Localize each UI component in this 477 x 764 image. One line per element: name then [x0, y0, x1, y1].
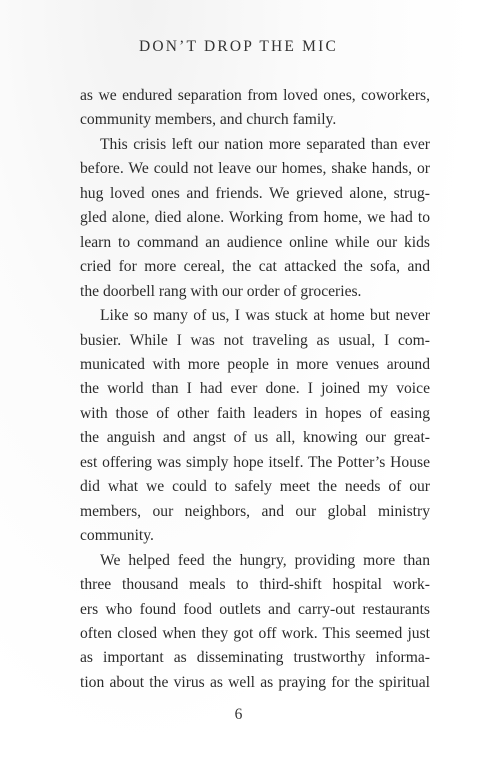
- text-line: community members, and church family.: [80, 111, 337, 129]
- paragraph: [80, 304, 430, 549]
- text-line: ers who found food outlets and carry-out restaurants: [80, 600, 430, 618]
- text-line: est offering was simply hope itself. The Potter’s House: [80, 453, 430, 471]
- paragraph: [80, 84, 430, 133]
- text-line: hug loved ones and friends. We grieved alone, strug-: [80, 184, 430, 202]
- text-line: learn to command an audience online while our kids: [80, 233, 430, 251]
- text-line: This crisis left our nation more separated than ever: [100, 135, 430, 153]
- text-line: cried for more cereal, the cat attacked the sofa, and: [80, 258, 430, 276]
- text-line: Like so many of us, I was stuck at home but never: [100, 307, 430, 325]
- page-number: 6: [234, 706, 243, 723]
- text-line: three thousand meals to third-shift hospital work-: [80, 576, 430, 594]
- text-line: municated with more people in more venues around: [80, 355, 430, 373]
- body-text: [80, 84, 430, 695]
- text-line: tion about the virus as well as praying for the spiritual: [80, 673, 430, 691]
- text-line: community.: [80, 527, 154, 545]
- text-line: with those of other faith leaders in hopes of easing: [80, 404, 430, 422]
- text-line: as we endured separation from loved ones, coworkers,: [80, 87, 430, 104]
- text-line: before. We could not leave our homes, shake hands, or: [80, 160, 430, 178]
- text-line: busier. While I was not traveling as usual, I com-: [80, 331, 430, 349]
- text-line: gled alone, died alone. Working from home, we had to: [80, 209, 430, 227]
- paragraph: [80, 549, 430, 696]
- running-head: DON’T DROP THE MIC: [138, 38, 339, 55]
- text-line: the world than I had ever done. I joined my voice: [80, 380, 430, 398]
- text-line: the anguish and angst of us all, knowing our great-: [80, 429, 430, 447]
- text-line: as important as disseminating trustworthy informa-: [80, 649, 430, 667]
- text-line: did what we could to safely meet the needs of our: [80, 478, 430, 496]
- paragraph: [80, 133, 430, 304]
- text-line: the doorbell rang with our order of groceries.: [80, 282, 362, 300]
- text-line: often closed when they got off work. This seemed just: [80, 624, 430, 642]
- text-line: members, our neighbors, and our global ministry: [80, 502, 430, 520]
- text-line: We helped feed the hungry, providing more than: [100, 551, 430, 569]
